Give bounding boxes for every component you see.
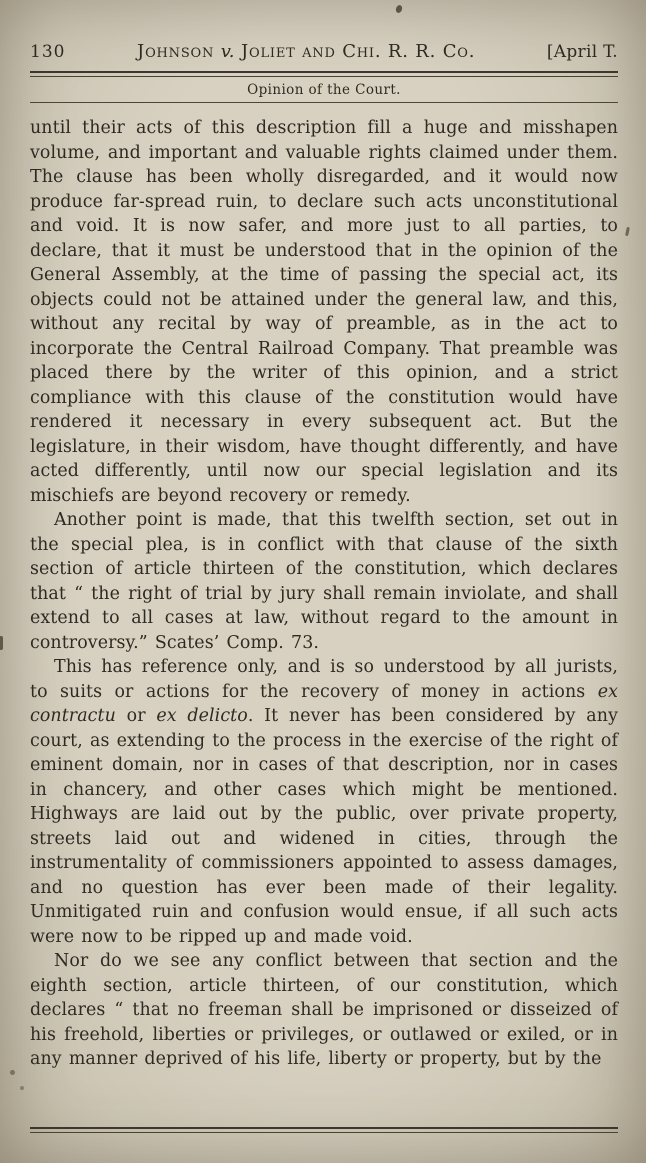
defendant-name: Joliet and Chi. R. R. Co. [234,41,476,62]
case-title [137,42,475,62]
paragraph-4: Nor do we see any conflict between that section and the eighth section, article thirteen, of our constitution, which declares “ that no freeman shall be imprisoned or disseized of his freehold, liberties or privileges, or outlawed or exiled, or in any manner deprived of his life, liberty or property, but by the [30,951,618,1069]
latin-term-ex-contractu: ex contractu [30,681,618,726]
ink-blemish [20,1086,24,1090]
ink-blemish [10,1070,15,1075]
paragraph-1: until their acts of this description fill a huge and misshapen volume, and important and valuable rights claimed under them. The clause has been wholly disregarded, and it would now produce far-spread ruin, to declare such acts unconstitutional and void. It is now safer, and more just to all parties, to declare, that it must be understood that in the opinion of the General Assembly, at the time of passing the special act, its objects could not be attained under the general law, and this, without any recital by way of preamble, as in the act to incorporate the Central Railroad Company. That preamble was placed there by the writer of this opinion, and a strict compliance with this clause of the constitution would have rendered it necessary in every subsequent act. But the legislature, in their wisdom, have thought differently, and have acted differently, until now our special legislation and its mischiefs are beyond recovery or remedy. [30,118,618,506]
text-segment: This has reference only, and is so understood by all jurists, to suits or actions for the recovery of money in actions [30,657,618,702]
page-number: 130 [30,42,66,62]
versus-abbrev: v. [220,41,235,62]
opinion-body [30,116,618,1072]
section-heading: Opinion of the Court. [247,82,401,98]
paragraph-3 [30,655,618,949]
heading-rule [30,102,618,103]
latin-term-ex-delicto: ex delicto [156,706,248,726]
ink-blemish [395,4,403,14]
page-header [30,42,618,62]
text-segment: . It never has been considered by any court, as extending to the process in the exercise of the right of eminent domain, nor in cases of that description, nor in cases in chancery, and other cases which might be mentioned. Highways are laid out by the public, over private property, streets laid out and widened in cities, through the instrumentality of commissioners appointed to assess damages, and no question has ever been made of their legality. Unmitigated ruin and confusion would ensue, if all such acts were now to be ripped up and made void. [30,706,618,947]
ink-blemish [625,227,630,236]
text-segment: or [115,706,157,726]
footer-double-rule [30,1127,618,1133]
header-double-rule [30,71,618,77]
plaintiff-name: Johnson [137,41,221,62]
ink-blemish [0,636,3,650]
paragraph-2: Another point is made, that this twelfth section, set out in the special plea, is in conflict with that clause of the sixth section of article thirteen of the constitution, which declares that “ the right of trial by jury shall remain inviolate, and shall extend to all cases at law, without regard to the amount in controversy.” Scates’ Comp. 73. [30,510,618,653]
court-term: [April T. [546,42,618,62]
